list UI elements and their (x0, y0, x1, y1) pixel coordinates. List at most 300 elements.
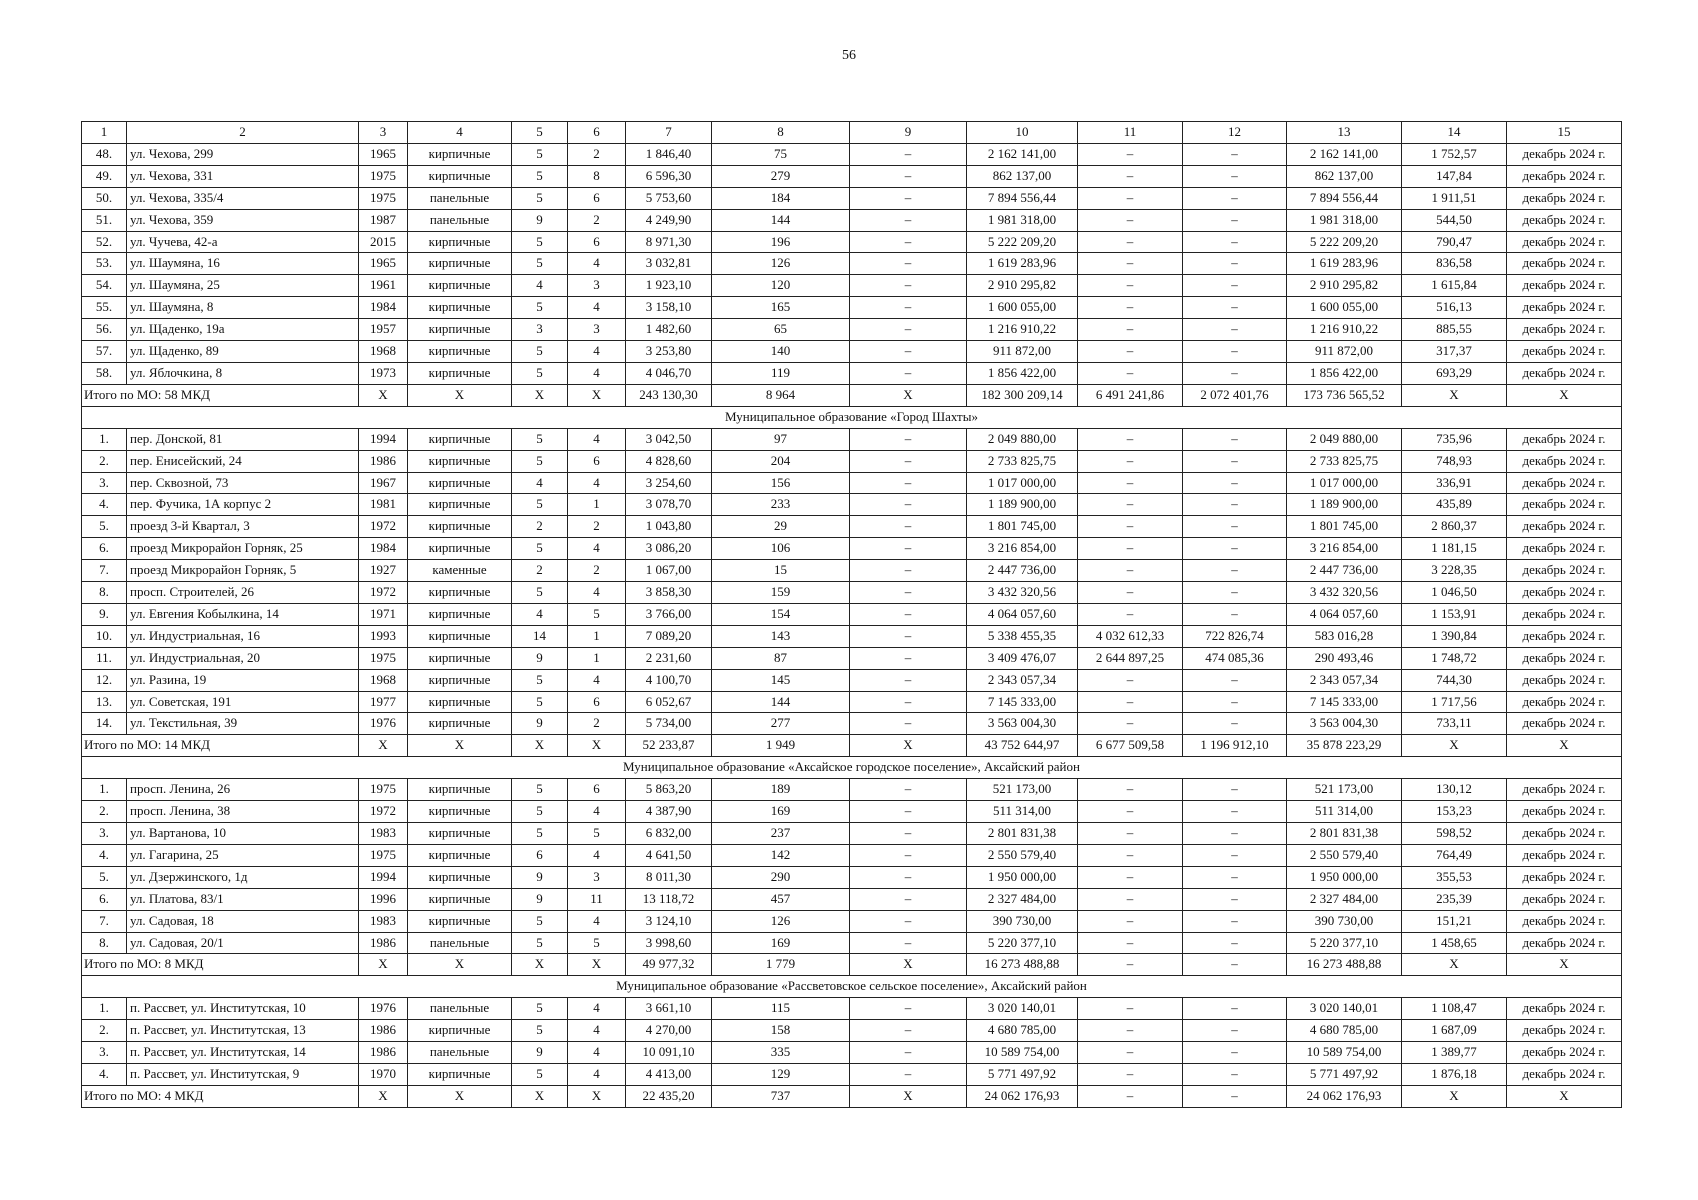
table-cell: – (1078, 275, 1183, 297)
table-cell: – (850, 362, 967, 384)
table-cell: – (1078, 713, 1183, 735)
table-row (82, 516, 1622, 538)
table-cell: 120 (712, 275, 850, 297)
table-cell: 3 228,35 (1402, 560, 1507, 582)
table-cell: кирпичные (408, 844, 512, 866)
table-cell: 6 596,30 (626, 165, 712, 187)
table-cell: кирпичные (408, 362, 512, 384)
table-cell: 54. (82, 275, 127, 297)
total-cell: – (1078, 1085, 1183, 1107)
address-cell: п. Рассвет, ул. Институтская, 9 (127, 1063, 359, 1085)
table-cell: 4 828,60 (626, 450, 712, 472)
table-cell: декабрь 2024 г. (1507, 823, 1622, 845)
address-cell: ул. Щаденко, 89 (127, 341, 359, 363)
address-cell: ул. Индустриальная, 20 (127, 647, 359, 669)
total-cell: 6 677 509,58 (1078, 735, 1183, 757)
total-label: Итого по МО: 14 МКД (82, 735, 359, 757)
table-cell: 4 (568, 1063, 626, 1085)
table-cell: 2 733 825,75 (967, 450, 1078, 472)
table-cell: – (1183, 603, 1287, 625)
table-cell: – (1078, 143, 1183, 165)
table-cell: – (850, 801, 967, 823)
table-cell: 2 (568, 143, 626, 165)
table-cell: 2 (512, 560, 568, 582)
table-cell: – (850, 275, 967, 297)
table-cell: 119 (712, 362, 850, 384)
table-cell: – (1078, 319, 1183, 341)
address-cell: ул. Садовая, 18 (127, 910, 359, 932)
table-cell: 1987 (359, 209, 408, 231)
total-cell: X (850, 954, 967, 976)
table-cell: 1927 (359, 560, 408, 582)
table-cell: – (850, 625, 967, 647)
table-cell: декабрь 2024 г. (1507, 1020, 1622, 1042)
table-cell: 1975 (359, 647, 408, 669)
column-number-header: 15 (1507, 122, 1622, 144)
table-row (82, 910, 1622, 932)
table-row (82, 143, 1622, 165)
table-cell: 11. (82, 647, 127, 669)
total-cell: 35 878 223,29 (1287, 735, 1402, 757)
table-cell: 1. (82, 428, 127, 450)
table-cell: – (1183, 231, 1287, 253)
total-cell: X (512, 1085, 568, 1107)
table-cell: 8 (568, 165, 626, 187)
table-cell: 4 046,70 (626, 362, 712, 384)
table-cell: 764,49 (1402, 844, 1507, 866)
table-cell: 5 (512, 450, 568, 472)
table-cell: кирпичные (408, 603, 512, 625)
table-cell: декабрь 2024 г. (1507, 275, 1622, 297)
table-cell: – (1183, 866, 1287, 888)
table-cell: 4 (568, 538, 626, 560)
table-cell: 5 (512, 297, 568, 319)
table-row (82, 625, 1622, 647)
table-row (82, 165, 1622, 187)
table-cell: 196 (712, 231, 850, 253)
table-cell: 516,13 (1402, 297, 1507, 319)
table-cell: – (1183, 844, 1287, 866)
total-label: Итого по МО: 4 МКД (82, 1085, 359, 1107)
table-cell: 2. (82, 1020, 127, 1042)
table-cell: 4 (568, 297, 626, 319)
table-cell: 126 (712, 910, 850, 932)
table-cell: декабрь 2024 г. (1507, 231, 1622, 253)
table-cell: 1 181,15 (1402, 538, 1507, 560)
table-cell: 5. (82, 866, 127, 888)
table-row (82, 647, 1622, 669)
table-cell: 1996 (359, 888, 408, 910)
table-cell: 5 220 377,10 (1287, 932, 1402, 954)
table-cell: 3 409 476,07 (967, 647, 1078, 669)
table-cell: 2 343 057,34 (967, 669, 1078, 691)
table-cell: 790,47 (1402, 231, 1507, 253)
table-cell: – (1183, 319, 1287, 341)
table-cell: – (850, 1042, 967, 1064)
table-cell: 3 858,30 (626, 582, 712, 604)
table-cell: – (1078, 1020, 1183, 1042)
total-cell: 243 130,30 (626, 384, 712, 406)
table-cell: 335 (712, 1042, 850, 1064)
table-cell: декабрь 2024 г. (1507, 253, 1622, 275)
table-cell: 5 771 497,92 (1287, 1063, 1402, 1085)
table-cell: – (1078, 560, 1183, 582)
table-row (82, 998, 1622, 1020)
table-cell: 4 (568, 428, 626, 450)
table-cell: 3 020 140,01 (967, 998, 1078, 1020)
table-cell: 1 981 318,00 (1287, 209, 1402, 231)
table-cell: 4 (568, 910, 626, 932)
table-cell: 2 327 484,00 (1287, 888, 1402, 910)
table-cell: 1984 (359, 297, 408, 319)
table-row (82, 888, 1622, 910)
table-cell: – (1078, 341, 1183, 363)
table-cell: 4 (568, 1042, 626, 1064)
table-cell: 735,96 (1402, 428, 1507, 450)
table-cell: 1975 (359, 187, 408, 209)
table-cell: 390 730,00 (1287, 910, 1402, 932)
table-cell: – (850, 209, 967, 231)
table-row (82, 1042, 1622, 1064)
table-cell: 1 (568, 625, 626, 647)
total-cell: X (568, 954, 626, 976)
table-cell: 2015 (359, 231, 408, 253)
total-cell: – (1078, 954, 1183, 976)
table-row (82, 341, 1622, 363)
table-cell: 1 619 283,96 (1287, 253, 1402, 275)
table-cell: декабрь 2024 г. (1507, 1063, 1622, 1085)
table-cell: 14 (512, 625, 568, 647)
table-cell: 2 (512, 516, 568, 538)
table-cell: 3 020 140,01 (1287, 998, 1402, 1020)
total-cell: X (568, 1085, 626, 1107)
table-cell: 1976 (359, 998, 408, 1020)
table-cell: 1 482,60 (626, 319, 712, 341)
total-cell: 16 273 488,88 (1287, 954, 1402, 976)
table-cell: – (1183, 691, 1287, 713)
address-cell: ул. Чучева, 42-а (127, 231, 359, 253)
total-cell: – (1183, 954, 1287, 976)
table-cell: – (850, 1020, 967, 1042)
column-number-header: 10 (967, 122, 1078, 144)
table-cell: 189 (712, 779, 850, 801)
table-cell: 1 950 000,00 (1287, 866, 1402, 888)
table-row (82, 297, 1622, 319)
table-cell: кирпичные (408, 582, 512, 604)
table-cell: 1983 (359, 823, 408, 845)
table-cell: 130,12 (1402, 779, 1507, 801)
table-cell: 9 (512, 647, 568, 669)
address-cell: просп. Ленина, 26 (127, 779, 359, 801)
address-cell: просп. Строителей, 26 (127, 582, 359, 604)
table-cell: 277 (712, 713, 850, 735)
table-cell: кирпичные (408, 297, 512, 319)
table-cell: 4 100,70 (626, 669, 712, 691)
table-cell: 279 (712, 165, 850, 187)
table-cell: 5 222 209,20 (967, 231, 1078, 253)
table-cell: 52. (82, 231, 127, 253)
table-cell: – (850, 143, 967, 165)
address-cell: проезд Микрорайон Горняк, 5 (127, 560, 359, 582)
table-cell: 2 (568, 516, 626, 538)
table-cell: 6 (568, 779, 626, 801)
table-cell: 1965 (359, 253, 408, 275)
table-cell: 129 (712, 1063, 850, 1085)
address-cell: ул. Индустриальная, 16 (127, 625, 359, 647)
table-row (82, 187, 1622, 209)
table-cell: – (1183, 516, 1287, 538)
table-cell: – (1183, 143, 1287, 165)
address-cell: п. Рассвет, ул. Институтская, 13 (127, 1020, 359, 1042)
table-cell: 748,93 (1402, 450, 1507, 472)
section-row (82, 976, 1622, 998)
table-cell: 237 (712, 823, 850, 845)
table-cell: 151,21 (1402, 910, 1507, 932)
table-cell: 3 766,00 (626, 603, 712, 625)
table-cell: 355,53 (1402, 866, 1507, 888)
table-cell: – (1078, 779, 1183, 801)
total-cell: 173 736 565,52 (1287, 384, 1402, 406)
table-cell: 75 (712, 143, 850, 165)
address-cell: проезд Микрорайон Горняк, 25 (127, 538, 359, 560)
table-row (82, 428, 1622, 450)
table-cell: 9 (512, 209, 568, 231)
table-cell: 3 (512, 319, 568, 341)
address-cell: ул. Чехова, 299 (127, 143, 359, 165)
total-row (82, 735, 1622, 757)
column-number-header: 5 (512, 122, 568, 144)
table-cell: 9 (512, 713, 568, 735)
table-cell: 4 (568, 801, 626, 823)
table-cell: 1 017 000,00 (967, 472, 1078, 494)
table-cell: 1994 (359, 428, 408, 450)
table-cell: – (850, 932, 967, 954)
table-cell: 5 (512, 998, 568, 1020)
table-cell: – (1078, 231, 1183, 253)
table-cell: 4 (568, 472, 626, 494)
table-cell: – (1183, 823, 1287, 845)
total-cell: 1 196 912,10 (1183, 735, 1287, 757)
table-cell: 2. (82, 450, 127, 472)
column-number-header: 1 (82, 122, 127, 144)
table-cell: 5 (512, 143, 568, 165)
table-cell: 4 032 612,33 (1078, 625, 1183, 647)
table-cell: кирпичные (408, 253, 512, 275)
total-cell: X (1402, 384, 1507, 406)
total-cell: X (1402, 1085, 1507, 1107)
total-cell: X (512, 954, 568, 976)
total-cell: 22 435,20 (626, 1085, 712, 1107)
table-cell: 2 550 579,40 (967, 844, 1078, 866)
table-cell: 5 338 455,35 (967, 625, 1078, 647)
table-cell: декабрь 2024 г. (1507, 998, 1622, 1020)
total-cell: 43 752 644,97 (967, 735, 1078, 757)
table-cell: 744,30 (1402, 669, 1507, 691)
table-cell: – (1183, 341, 1287, 363)
table-cell: 3 078,70 (626, 494, 712, 516)
table-cell: 29 (712, 516, 850, 538)
table-cell: – (850, 910, 967, 932)
table-cell: кирпичные (408, 165, 512, 187)
table-cell: – (1078, 297, 1183, 319)
table-row (82, 823, 1622, 845)
address-cell: ул. Шаумяна, 16 (127, 253, 359, 275)
table-cell: – (1183, 1042, 1287, 1064)
table-cell: – (850, 1063, 967, 1085)
table-cell: 11 (568, 888, 626, 910)
table-cell: 5 (512, 823, 568, 845)
total-cell: 2 072 401,76 (1183, 384, 1287, 406)
table-cell: – (850, 319, 967, 341)
table-cell: – (1183, 297, 1287, 319)
table-cell: 1 876,18 (1402, 1063, 1507, 1085)
address-cell: пер. Фучика, 1А корпус 2 (127, 494, 359, 516)
table-cell: 3. (82, 1042, 127, 1064)
table-cell: 50. (82, 187, 127, 209)
table-cell: 5 (512, 801, 568, 823)
table-cell: 1 067,00 (626, 560, 712, 582)
table-cell: 2 327 484,00 (967, 888, 1078, 910)
table-cell: 1 600 055,00 (1287, 297, 1402, 319)
table-cell: 5 734,00 (626, 713, 712, 735)
address-cell: проезд 3-й Квартал, 3 (127, 516, 359, 538)
table-cell: 1 687,09 (1402, 1020, 1507, 1042)
table-cell: – (1183, 713, 1287, 735)
table-row (82, 603, 1622, 625)
address-cell: ул. Платова, 83/1 (127, 888, 359, 910)
table-cell: 317,37 (1402, 341, 1507, 363)
table-cell: панельные (408, 209, 512, 231)
table-cell: – (850, 165, 967, 187)
table-cell: 1970 (359, 1063, 408, 1085)
table-cell: 1 981 318,00 (967, 209, 1078, 231)
table-cell: 1 801 745,00 (1287, 516, 1402, 538)
table-cell: декабрь 2024 г. (1507, 910, 1622, 932)
table-cell: 3. (82, 823, 127, 845)
address-cell: ул. Советская, 191 (127, 691, 359, 713)
table-cell: 5 222 209,20 (1287, 231, 1402, 253)
table-cell: декабрь 2024 г. (1507, 209, 1622, 231)
total-cell: X (408, 384, 512, 406)
section-row (82, 406, 1622, 428)
column-number-header: 6 (568, 122, 626, 144)
address-cell: п. Рассвет, ул. Институтская, 10 (127, 998, 359, 1020)
table-cell: кирпичные (408, 669, 512, 691)
total-cell: X (408, 735, 512, 757)
table-cell: 390 730,00 (967, 910, 1078, 932)
table-cell: 2 801 831,38 (967, 823, 1078, 845)
address-cell: ул. Шаумяна, 25 (127, 275, 359, 297)
table-cell: 4 (512, 472, 568, 494)
table-cell: 911 872,00 (967, 341, 1078, 363)
table-cell: 598,52 (1402, 823, 1507, 845)
table-cell: 9 (512, 888, 568, 910)
column-number-header: 9 (850, 122, 967, 144)
table-cell: – (1078, 209, 1183, 231)
address-cell: ул. Чехова, 335/4 (127, 187, 359, 209)
table-cell: 13. (82, 691, 127, 713)
table-cell: – (850, 647, 967, 669)
table-cell: кирпичные (408, 779, 512, 801)
table-row (82, 209, 1622, 231)
table-cell: 204 (712, 450, 850, 472)
table-cell: 10 091,10 (626, 1042, 712, 1064)
table-cell: 126 (712, 253, 850, 275)
table-cell: – (1078, 450, 1183, 472)
column-number-header: 14 (1402, 122, 1507, 144)
total-cell: – (1183, 1085, 1287, 1107)
table-cell: 58. (82, 362, 127, 384)
column-number-header: 3 (359, 122, 408, 144)
table-cell: 5 220 377,10 (967, 932, 1078, 954)
table-cell: 5 771 497,92 (967, 1063, 1078, 1085)
table-cell: декабрь 2024 г. (1507, 603, 1622, 625)
address-cell: пер. Енисейский, 24 (127, 450, 359, 472)
table-cell: 7 145 333,00 (967, 691, 1078, 713)
table-cell: 1 619 283,96 (967, 253, 1078, 275)
address-cell: ул. Разина, 19 (127, 669, 359, 691)
table-cell: – (1078, 801, 1183, 823)
table-cell: 57. (82, 341, 127, 363)
table-cell: 3 124,10 (626, 910, 712, 932)
column-number-header: 8 (712, 122, 850, 144)
table-cell: 4 249,90 (626, 209, 712, 231)
address-cell: ул. Чехова, 359 (127, 209, 359, 231)
table-cell: 1 856 422,00 (1287, 362, 1402, 384)
table-cell: 583 016,28 (1287, 625, 1402, 647)
table-cell: 159 (712, 582, 850, 604)
table-cell: 147,84 (1402, 165, 1507, 187)
table-cell: – (1078, 253, 1183, 275)
total-cell: X (359, 384, 408, 406)
table-cell: 911 872,00 (1287, 341, 1402, 363)
table-cell: – (850, 691, 967, 713)
table-cell: 65 (712, 319, 850, 341)
table-cell: панельные (408, 932, 512, 954)
total-cell: 24 062 176,93 (967, 1085, 1078, 1107)
table-cell: 56. (82, 319, 127, 341)
table-cell: 53. (82, 253, 127, 275)
table-cell: декабрь 2024 г. (1507, 297, 1622, 319)
table-cell: декабрь 2024 г. (1507, 932, 1622, 954)
table-cell: – (850, 494, 967, 516)
table-cell: 3 032,81 (626, 253, 712, 275)
municipality-section-title: Муниципальное образование «Город Шахты» (82, 406, 1622, 428)
table-cell: 4 680 785,00 (967, 1020, 1078, 1042)
table-cell: 1 856 422,00 (967, 362, 1078, 384)
table-row (82, 450, 1622, 472)
table-cell: – (1078, 165, 1183, 187)
table-cell: 1984 (359, 538, 408, 560)
address-cell: ул. Гагарина, 25 (127, 844, 359, 866)
total-cell: X (1507, 954, 1622, 976)
table-cell: 290 493,46 (1287, 647, 1402, 669)
total-cell: 24 062 176,93 (1287, 1085, 1402, 1107)
table-cell: 544,50 (1402, 209, 1507, 231)
table-cell: – (850, 669, 967, 691)
table-cell: кирпичные (408, 647, 512, 669)
table-cell: 169 (712, 801, 850, 823)
table-cell: 1975 (359, 779, 408, 801)
table-cell: – (850, 779, 967, 801)
table-cell: – (1183, 801, 1287, 823)
table-cell: 4 (512, 603, 568, 625)
table-cell: 1 911,51 (1402, 187, 1507, 209)
table-cell: 511 314,00 (967, 801, 1078, 823)
table-cell: – (850, 603, 967, 625)
address-cell: просп. Ленина, 38 (127, 801, 359, 823)
table-cell: декабрь 2024 г. (1507, 582, 1622, 604)
